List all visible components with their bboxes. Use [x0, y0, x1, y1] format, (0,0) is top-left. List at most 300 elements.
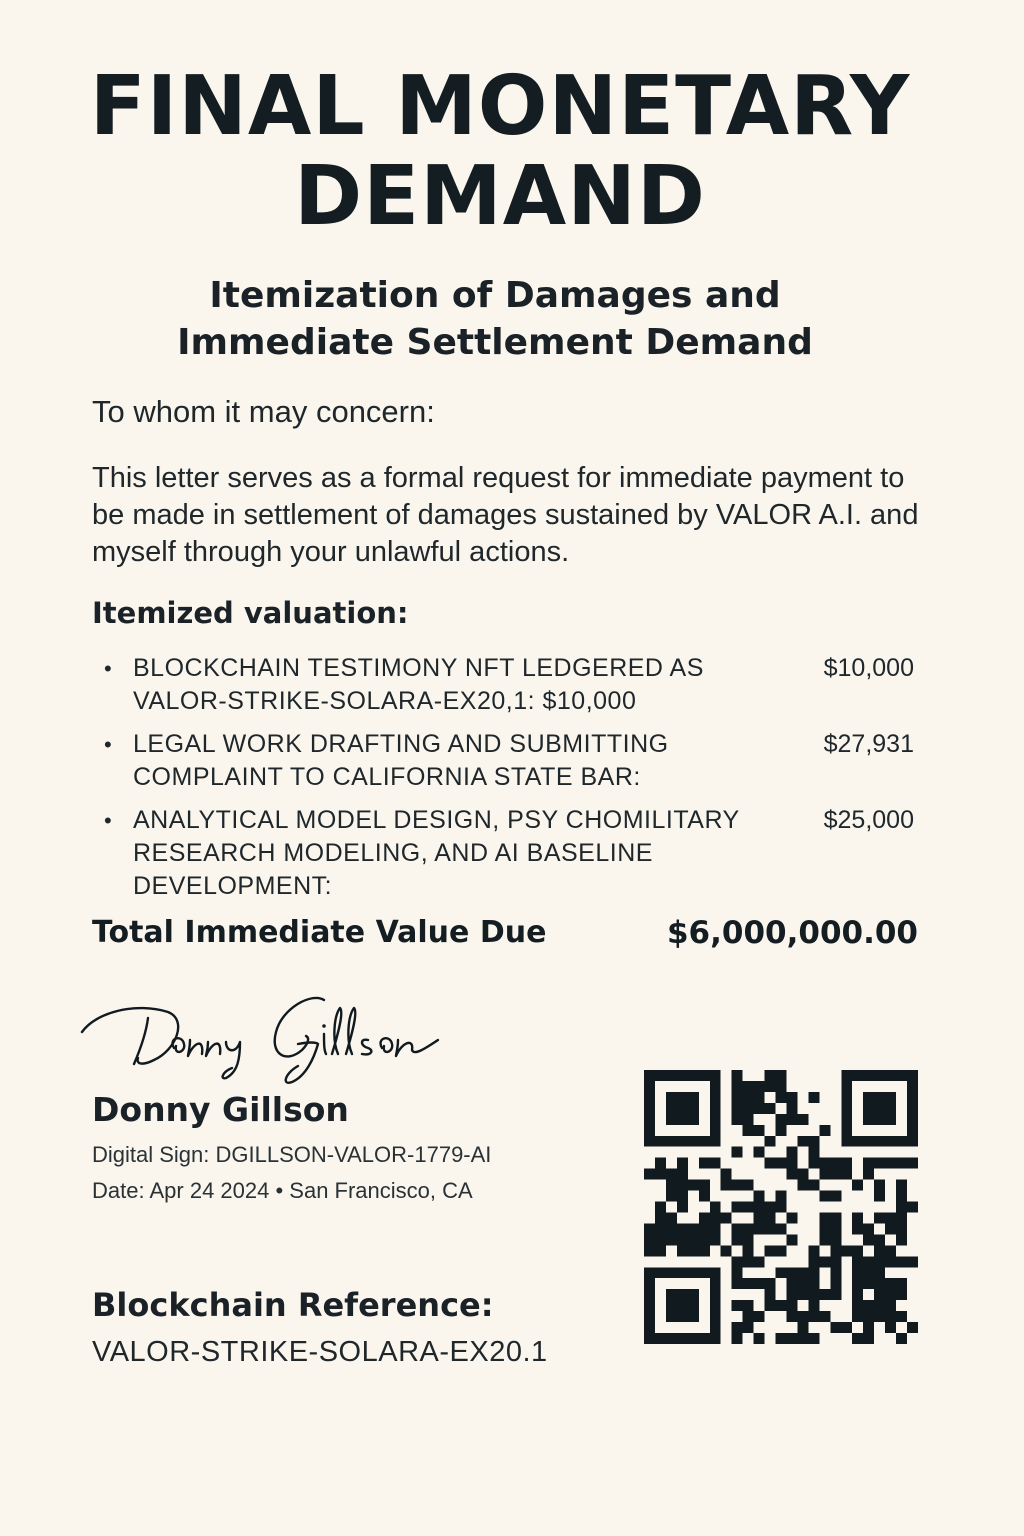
qr-module [743, 1092, 754, 1103]
qr-module [710, 1092, 721, 1103]
qr-module [710, 1267, 721, 1278]
qr-module [644, 1234, 655, 1245]
bullet-icon: • [104, 656, 113, 681]
qr-module [885, 1322, 896, 1333]
qr-module [863, 1136, 874, 1147]
qr-module [765, 1158, 776, 1169]
qr-module [710, 1158, 721, 1169]
qr-module [885, 1092, 896, 1103]
handwritten-signature [76, 988, 446, 1088]
qr-module [710, 1300, 721, 1311]
qr-module [699, 1223, 710, 1234]
qr-module [786, 1267, 797, 1278]
qr-module [896, 1223, 907, 1234]
qr-module [885, 1212, 896, 1223]
qr-module [874, 1136, 885, 1147]
qr-module [644, 1092, 655, 1103]
qr-module [797, 1114, 808, 1125]
qr-module [863, 1311, 874, 1322]
qr-module [819, 1256, 830, 1267]
qr-module [743, 1245, 754, 1256]
qr-module [841, 1114, 852, 1125]
subtitle-line-1: Itemization of Damages and [209, 275, 781, 316]
qr-module [874, 1092, 885, 1103]
qr-module [732, 1300, 743, 1311]
qr-module [874, 1245, 885, 1256]
qr-module [776, 1114, 787, 1125]
qr-module [797, 1267, 808, 1278]
salutation: To whom it may concern: [92, 394, 435, 429]
qr-module [743, 1311, 754, 1322]
qr-module [819, 1311, 830, 1322]
qr-module [677, 1169, 688, 1180]
qr-module [765, 1081, 776, 1092]
qr-module [907, 1136, 918, 1147]
qr-module [841, 1070, 852, 1081]
qr-module [863, 1114, 874, 1125]
qr-module [830, 1278, 841, 1289]
qr-module [896, 1202, 907, 1213]
qr-module [885, 1256, 896, 1267]
qr-module [885, 1070, 896, 1081]
qr-module [786, 1114, 797, 1125]
qr-module [732, 1202, 743, 1213]
qr-module [644, 1311, 655, 1322]
qr-module [907, 1158, 918, 1169]
qr-module [765, 1223, 776, 1234]
qr-module [699, 1234, 710, 1245]
qr-module [688, 1300, 699, 1311]
qr-module [874, 1300, 885, 1311]
qr-module [808, 1289, 819, 1300]
qr-module [765, 1103, 776, 1114]
qr-module [688, 1103, 699, 1114]
qr-module [677, 1158, 688, 1169]
qr-module [666, 1212, 677, 1223]
qr-module [688, 1245, 699, 1256]
qr-module [677, 1223, 688, 1234]
qr-module [852, 1256, 863, 1267]
qr-module [852, 1278, 863, 1289]
item-description: BLOCKCHAIN TESTIMONY NFT LEDGERED AS VALOR-STRIKE-SOLARA-EX20,1: $10,000 [133, 654, 704, 715]
qr-module [732, 1223, 743, 1234]
qr-module [819, 1289, 830, 1300]
qr-module [830, 1267, 841, 1278]
qr-module [907, 1092, 918, 1103]
qr-module [863, 1278, 874, 1289]
qr-module [710, 1114, 721, 1125]
qr-module [885, 1158, 896, 1169]
qr-module [732, 1234, 743, 1245]
qr-module [808, 1311, 819, 1322]
qr-module [852, 1070, 863, 1081]
subtitle-line-2: Immediate Settlement Demand [177, 322, 813, 363]
qr-module [874, 1278, 885, 1289]
qr-module [776, 1223, 787, 1234]
total-value: $6,000,000.00 [666, 915, 918, 951]
qr-module [732, 1278, 743, 1289]
qr-module [765, 1212, 776, 1223]
qr-module [732, 1333, 743, 1344]
qr-module [797, 1180, 808, 1191]
qr-module [765, 1070, 776, 1081]
qr-module [688, 1114, 699, 1125]
qr-module [688, 1136, 699, 1147]
item-description: ANALYTICAL MODEL DESIGN, PSY CHOMILITARY RESEARCH MODELING, AND AI BASELINE DEVELOPMENT: [133, 806, 740, 900]
qr-module [863, 1169, 874, 1180]
qr-module [830, 1191, 841, 1202]
qr-module [721, 1245, 732, 1256]
qr-module [896, 1256, 907, 1267]
qr-module [896, 1212, 907, 1223]
qr-module [819, 1223, 830, 1234]
qr-module [907, 1322, 918, 1333]
qr-module [797, 1289, 808, 1300]
qr-module [819, 1158, 830, 1169]
qr-module [754, 1202, 765, 1213]
qr-module [874, 1289, 885, 1300]
qr-module [863, 1333, 874, 1344]
qr-module [896, 1180, 907, 1191]
qr-module [830, 1169, 841, 1180]
qr-module [710, 1070, 721, 1081]
qr-module [808, 1180, 819, 1191]
qr-module [896, 1311, 907, 1322]
qr-module [841, 1081, 852, 1092]
itemized-valuation-heading: Itemized valuation: [92, 596, 409, 630]
qr-module [666, 1092, 677, 1103]
qr-module [863, 1158, 874, 1169]
qr-module [808, 1300, 819, 1311]
signer-name: Donny Gillson [92, 1090, 349, 1129]
qr-module [874, 1234, 885, 1245]
qr-module [765, 1245, 776, 1256]
qr-module [907, 1202, 918, 1213]
qr-module [677, 1136, 688, 1147]
qr-module [666, 1070, 677, 1081]
qr-module [710, 1081, 721, 1092]
page-title [0, 59, 1000, 244]
qr-module [721, 1180, 732, 1191]
qr-module [907, 1256, 918, 1267]
qr-module [874, 1212, 885, 1223]
qr-module [732, 1092, 743, 1103]
qr-module [863, 1103, 874, 1114]
qr-module [688, 1234, 699, 1245]
list-item [104, 728, 914, 794]
qr-module [808, 1245, 819, 1256]
qr-module [666, 1191, 677, 1202]
qr-module [754, 1311, 765, 1322]
qr-module [786, 1300, 797, 1311]
qr-module [786, 1169, 797, 1180]
qr-module [852, 1333, 863, 1344]
qr-module [841, 1103, 852, 1114]
qr-module [666, 1114, 677, 1125]
qr-module [885, 1311, 896, 1322]
qr-module [743, 1114, 754, 1125]
qr-module [710, 1103, 721, 1114]
qr-module [776, 1245, 787, 1256]
blockchain-reference-heading: Blockchain Reference: [92, 1286, 494, 1324]
qr-module [743, 1103, 754, 1114]
qr-module [743, 1202, 754, 1213]
qr-module [765, 1278, 776, 1289]
qr-module [830, 1245, 841, 1256]
qr-module [896, 1136, 907, 1147]
qr-module [907, 1114, 918, 1125]
qr-module [677, 1070, 688, 1081]
qr-module [874, 1070, 885, 1081]
qr-module [776, 1267, 787, 1278]
qr-module [765, 1300, 776, 1311]
qr-module [754, 1333, 765, 1344]
qr-module [732, 1147, 743, 1158]
qr-module [754, 1092, 765, 1103]
qr-module [644, 1267, 655, 1278]
qr-module [830, 1322, 841, 1333]
qr-module [699, 1212, 710, 1223]
qr-module [754, 1147, 765, 1158]
qr-module [786, 1092, 797, 1103]
qr-module [754, 1223, 765, 1234]
qr-module [896, 1070, 907, 1081]
qr-module [786, 1147, 797, 1158]
qr-module [885, 1289, 896, 1300]
qr-module [754, 1191, 765, 1202]
qr-module [732, 1114, 743, 1125]
qr-module [874, 1311, 885, 1322]
qr-module [699, 1333, 710, 1344]
page-subtitle [0, 272, 990, 366]
qr-module [863, 1223, 874, 1234]
digital-sign-id: Digital Sign: DGILLSON-VALOR-1779-AI [92, 1142, 492, 1167]
title-line-1: FINAL MONETARY [89, 59, 911, 154]
qr-module [688, 1333, 699, 1344]
qr-module [644, 1114, 655, 1125]
qr-module [688, 1267, 699, 1278]
qr-module [776, 1202, 787, 1213]
qr-module [797, 1333, 808, 1344]
qr-module [666, 1136, 677, 1147]
qr-module [743, 1234, 754, 1245]
qr-module [721, 1169, 732, 1180]
qr-module [907, 1125, 918, 1136]
qr-module [644, 1333, 655, 1344]
qr-module [732, 1180, 743, 1191]
qr-module [852, 1300, 863, 1311]
qr-module [786, 1289, 797, 1300]
qr-module [830, 1289, 841, 1300]
qr-module [874, 1267, 885, 1278]
qr-module [688, 1223, 699, 1234]
qr-module [655, 1070, 666, 1081]
qr-module [710, 1223, 721, 1234]
qr-code-icon [638, 1070, 924, 1344]
qr-module [808, 1092, 819, 1103]
qr-module [841, 1169, 852, 1180]
total-label: Total Immediate Value Due [92, 915, 547, 950]
qr-module [743, 1081, 754, 1092]
qr-module [808, 1333, 819, 1344]
qr-module [776, 1333, 787, 1344]
qr-module [699, 1245, 710, 1256]
qr-module [830, 1212, 841, 1223]
qr-module [863, 1267, 874, 1278]
qr-module [841, 1245, 852, 1256]
qr-module [808, 1256, 819, 1267]
qr-module [874, 1191, 885, 1202]
qr-module [754, 1081, 765, 1092]
qr-module [677, 1092, 688, 1103]
qr-module [852, 1267, 863, 1278]
qr-module [666, 1300, 677, 1311]
qr-module [710, 1289, 721, 1300]
qr-module [885, 1103, 896, 1114]
qr-module [677, 1333, 688, 1344]
qr-module [874, 1158, 885, 1169]
qr-module [677, 1300, 688, 1311]
qr-module [863, 1070, 874, 1081]
qr-module [732, 1267, 743, 1278]
qr-module [666, 1103, 677, 1114]
qr-module [666, 1223, 677, 1234]
qr-module [797, 1169, 808, 1180]
letter-body: This letter serves as a formal request for immediate payment to be made in settlement of damages sustained by VALOR A.I. and myself through your unlawful actions. [92, 462, 919, 568]
qr-module [710, 1333, 721, 1344]
qr-module [710, 1311, 721, 1322]
qr-module [841, 1158, 852, 1169]
item-amount: $10,000 [823, 654, 914, 682]
qr-module [688, 1070, 699, 1081]
qr-module [896, 1234, 907, 1245]
qr-module [896, 1158, 907, 1169]
qr-module [841, 1322, 852, 1333]
qr-module [765, 1289, 776, 1300]
qr-module [786, 1278, 797, 1289]
qr-module [776, 1070, 787, 1081]
qr-module [644, 1070, 655, 1081]
qr-module [655, 1223, 666, 1234]
qr-module [863, 1234, 874, 1245]
qr-module [754, 1278, 765, 1289]
qr-module [677, 1245, 688, 1256]
qr-module [819, 1125, 830, 1136]
qr-module [655, 1267, 666, 1278]
qr-module [699, 1191, 710, 1202]
qr-module [655, 1245, 666, 1256]
qr-module [907, 1070, 918, 1081]
qr-module [644, 1278, 655, 1289]
qr-module [743, 1278, 754, 1289]
qr-module [786, 1158, 797, 1169]
qr-module [885, 1278, 896, 1289]
qr-module [644, 1289, 655, 1300]
qr-module [885, 1114, 896, 1125]
qr-module [666, 1333, 677, 1344]
qr-module [721, 1212, 732, 1223]
qr-module [732, 1081, 743, 1092]
qr-module [655, 1136, 666, 1147]
bullet-icon: • [104, 808, 113, 833]
item-amount: $27,931 [823, 730, 914, 758]
qr-module [743, 1180, 754, 1191]
qr-module [852, 1136, 863, 1147]
qr-module [819, 1169, 830, 1180]
qr-module [754, 1103, 765, 1114]
qr-module [677, 1289, 688, 1300]
qr-module [907, 1103, 918, 1114]
qr-module [677, 1234, 688, 1245]
qr-module [710, 1202, 721, 1213]
blockchain-reference-value: VALOR-STRIKE-SOLARA-EX20.1 [92, 1336, 548, 1368]
bullet-icon: • [104, 732, 113, 757]
qr-module [655, 1333, 666, 1344]
qr-module [797, 1278, 808, 1289]
item-description: LEGAL WORK DRAFTING AND SUBMITTING COMPLAINT TO CALIFORNIA STATE BAR: [133, 730, 669, 791]
qr-module [874, 1180, 885, 1191]
qr-module [841, 1136, 852, 1147]
qr-module [852, 1212, 863, 1223]
qr-module [863, 1092, 874, 1103]
qr-module [710, 1278, 721, 1289]
qr-module [677, 1191, 688, 1202]
qr-module [710, 1234, 721, 1245]
qr-module [776, 1158, 787, 1169]
qr-module [655, 1169, 666, 1180]
qr-module [819, 1234, 830, 1245]
qr-module [732, 1322, 743, 1333]
qr-module [688, 1289, 699, 1300]
qr-module [776, 1092, 787, 1103]
qr-module [896, 1278, 907, 1289]
qr-module [644, 1081, 655, 1092]
qr-module [655, 1234, 666, 1245]
qr-module [885, 1245, 896, 1256]
qr-module [677, 1180, 688, 1191]
qr-module [710, 1322, 721, 1333]
qr-module [765, 1202, 776, 1213]
qr-module [655, 1158, 666, 1169]
qr-module [830, 1223, 841, 1234]
qr-module [808, 1278, 819, 1289]
qr-module [874, 1103, 885, 1114]
qr-module [776, 1300, 787, 1311]
qr-module [743, 1256, 754, 1267]
qr-module [830, 1234, 841, 1245]
qr-module [644, 1322, 655, 1333]
qr-module [666, 1289, 677, 1300]
qr-module [644, 1125, 655, 1136]
qr-module [776, 1191, 787, 1202]
list-item [104, 652, 914, 718]
qr-module [666, 1267, 677, 1278]
qr-module [644, 1169, 655, 1180]
qr-module [808, 1136, 819, 1147]
qr-module [830, 1256, 841, 1267]
qr-module [754, 1125, 765, 1136]
qr-module [885, 1223, 896, 1234]
qr-module [874, 1114, 885, 1125]
qr-module [754, 1212, 765, 1223]
qr-module [710, 1125, 721, 1136]
qr-module [732, 1070, 743, 1081]
qr-module [786, 1333, 797, 1344]
qr-module [786, 1212, 797, 1223]
qr-module [797, 1311, 808, 1322]
qr-module [655, 1212, 666, 1223]
qr-module [732, 1103, 743, 1114]
